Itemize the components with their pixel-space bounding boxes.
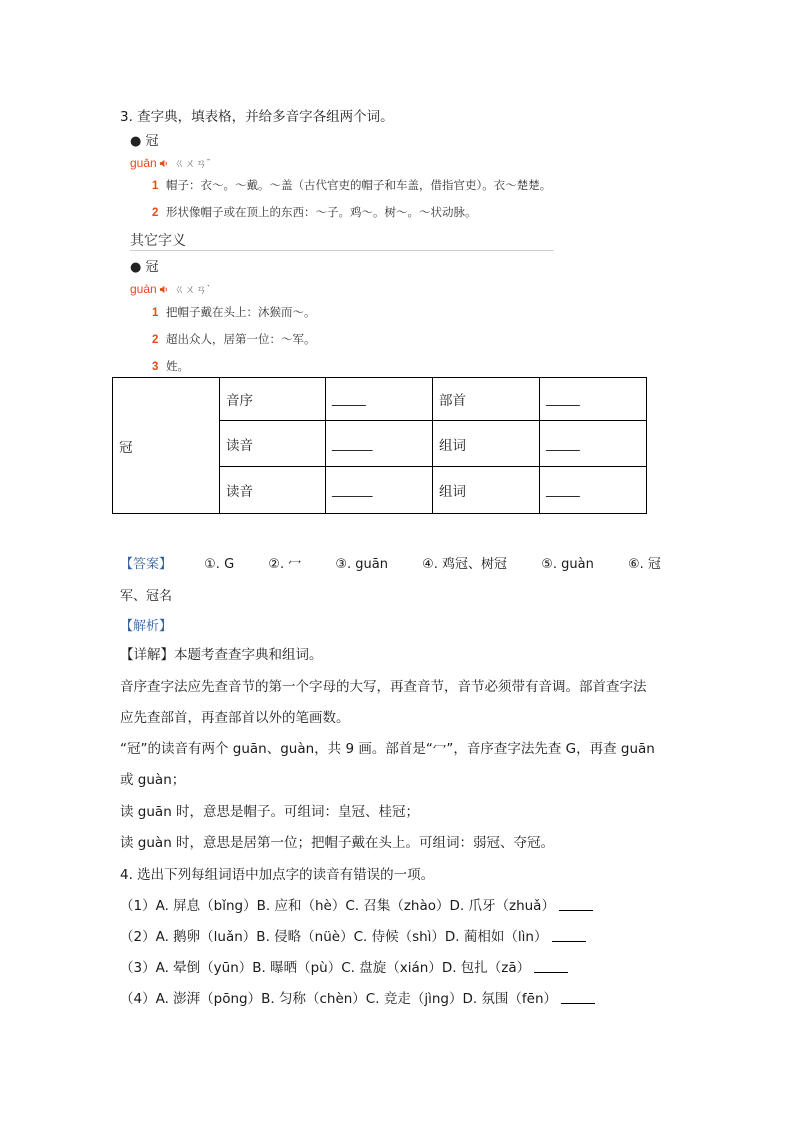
explanation-paragraph: 或 guàn； [120,772,186,788]
dict-entry-2-def-1: 1 把帽子戴在头上：沐猴而～。 [152,307,316,319]
explanation-paragraph: 音序查字法应先查音节的第一个字母的大写，再查音节，音节必须带有音调。部首查字法 [120,679,647,695]
table-blank[interactable]: _____ [540,467,647,514]
answer-item: ③. guān [335,557,388,572]
question-4-item: （3）A. 晕倒（yūn）B. 曝晒（pù）C. 盘旋（xián）D. 包扎（zā） [120,953,568,984]
detail-label: 【详解】 [120,647,174,663]
dict-entry-2-pronunciation [130,281,210,297]
dict-char: 冠 [145,134,159,149]
dict-entry-1-def-2: 2 形状像帽子或在顶上的东西：～子。鸡～。树～。～状动脉。 [152,207,477,219]
table-blank[interactable]: _____ [540,378,647,421]
table-char-cell: 冠 [113,378,220,514]
question-4-title: 4. 选出下列每组词语中加点字的读音有错误的一项。 [120,867,435,883]
table-label: 组词 [433,421,540,467]
question-4-item: （1）A. 屏息（bǐng）B. 应和（hè）C. 召集（zhào）D. 爪牙（zhuǎ） [120,891,593,922]
answer-blank[interactable] [561,991,595,1004]
explanation-paragraph: 应先查部首，再查部首以外的笔画数。 [120,710,350,726]
table-blank[interactable]: ______ [326,467,433,514]
speaker-icon[interactable] [159,285,168,294]
answer-item: ④. 鸡冠、树冠 [422,557,508,572]
section-divider [130,250,554,251]
dict-entry-2-def-3: 3 姓。 [152,361,189,373]
answer-blank[interactable] [552,929,586,942]
answer-item: ⑤. guàn [541,557,594,572]
question-4-item: （4）A. 澎湃（pōng）B. 匀称（chèn）C. 竞走（jìng）D. 氛围（fēn） [120,984,595,1015]
table-label: 读音 [220,421,326,467]
answer-line [120,553,661,572]
table-label: 读音 [220,467,326,514]
answer-continuation: 军、冠名 [120,589,173,604]
answer-label: 【答案】 [120,557,173,572]
table-blank[interactable]: ______ [326,421,433,467]
dict-char: 冠 [145,260,159,275]
answer-item: ②. 冖 [268,557,302,572]
question-4-item: （2）A. 鹅卵（luǎn）B. 侵略（nüè）C. 侍候（shì）D. 蔺相如（lìn） [120,922,586,953]
table-label: 部首 [433,378,540,421]
dict-entry-2-char: ● 冠 [130,260,159,275]
answer-blank[interactable] [559,898,593,911]
dict-entry-1-pronunciation [130,155,210,171]
table-blank[interactable]: _____ [540,421,647,467]
answer-item: ①. G [204,557,235,572]
speaker-icon[interactable] [159,159,168,168]
zhuyin: ㄍㄨㄢˉ [173,158,211,170]
question-3-title: 3. 查字典，填表格，并给多音字各组两个词。 [120,109,394,125]
table-row [113,378,647,421]
table-label: 组词 [433,467,540,514]
answer-blank[interactable] [534,960,568,973]
dict-entry-1-def-1: 1 帽子：衣～。～戴。～盖（古代官吏的帽子和车盖，借指官吏）。衣～楚楚。 [152,180,552,192]
detail-line: 【详解】本题考查查字典和组词。 [120,647,323,663]
table-blank[interactable]: _____ [326,378,433,421]
explanation-paragraph: 读 guàn 时，意思是居第一位；把帽子戴在头上。可组词：弱冠、夺冠。 [120,835,555,851]
analysis-label: 【解析】 [120,619,173,634]
dict-entry-1-char: ● 冠 [130,134,159,149]
pinyin: guàn [130,282,157,296]
answer-item: ⑥. 冠 [627,557,661,572]
explanation-paragraph: “冠”的读音有两个 guān、guàn，共 9 画。部首是“冖”，音序查字法先查 G，再查 guān [120,741,655,757]
answer-table [112,377,647,514]
table-label: 音序 [220,378,326,421]
zhuyin: ㄍㄨㄢˋ [173,284,211,296]
pinyin: guān [130,156,157,170]
section-other-meanings: 其它字义 [130,233,186,249]
explanation-paragraph: 读 guān 时，意思是帽子。可组词：皇冠、桂冠； [120,804,420,820]
dict-entry-2-def-2: 2 超出众人，居第一位：～军。 [152,334,316,346]
